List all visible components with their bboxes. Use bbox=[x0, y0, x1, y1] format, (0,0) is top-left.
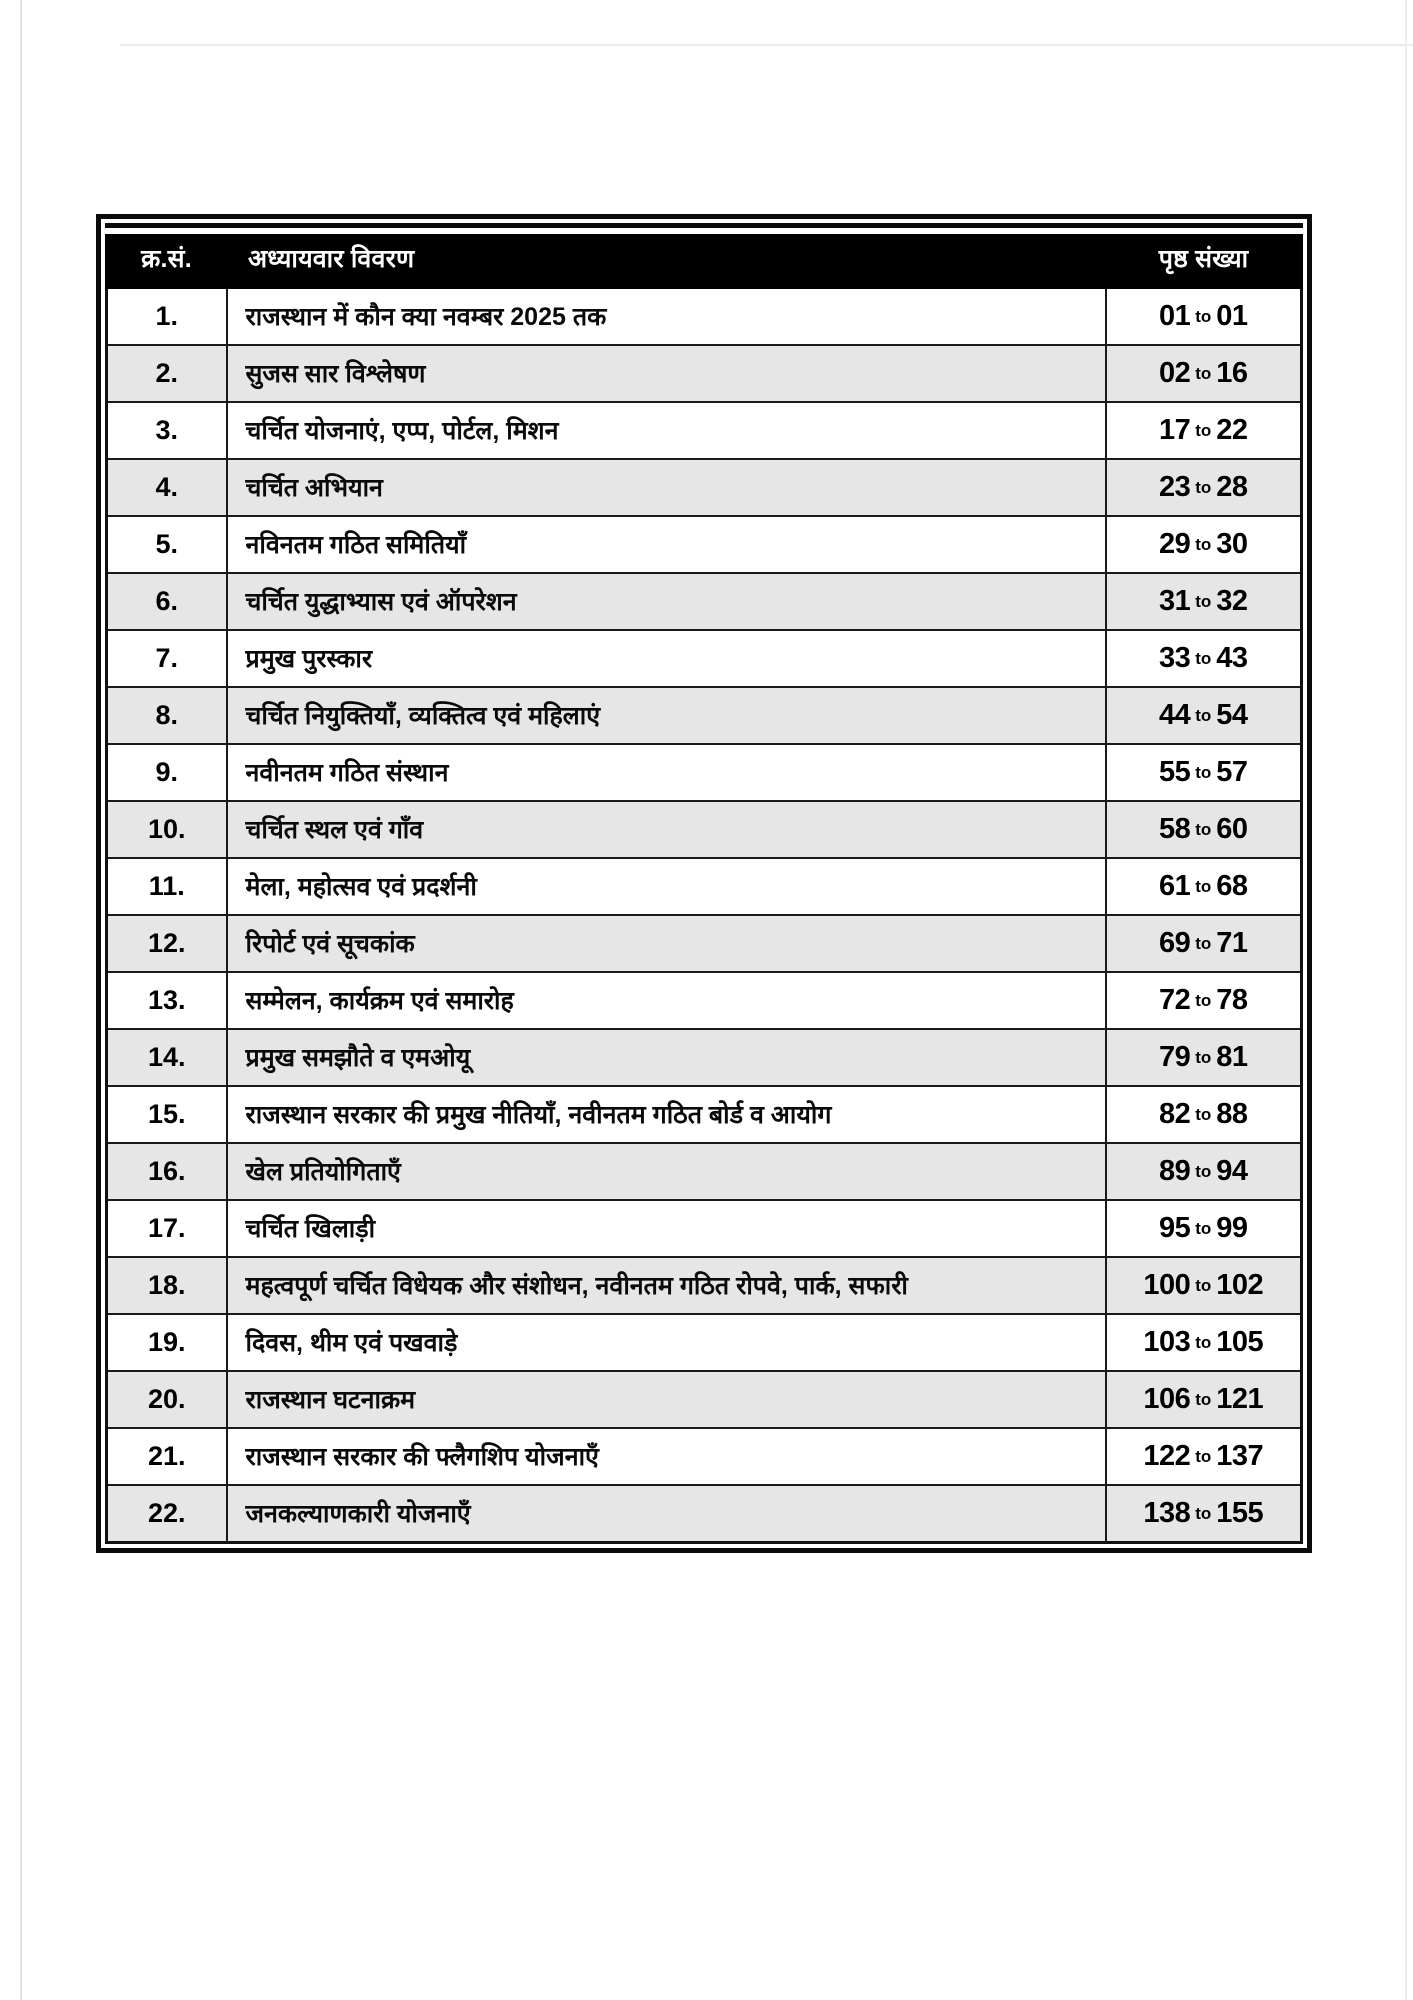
cell-page-range bbox=[1106, 1029, 1302, 1086]
cell-chapter-description: सुजस सार विश्लेषण bbox=[227, 345, 1106, 402]
table-row bbox=[107, 1485, 1302, 1543]
cell-chapter-description: दिवस, थीम एवं पखवाड़े bbox=[227, 1314, 1106, 1371]
cell-serial-number: 4. bbox=[107, 459, 227, 516]
cell-chapter-description: रिपोर्ट एवं सूचकांक bbox=[227, 915, 1106, 972]
cell-serial-number: 1. bbox=[107, 287, 227, 345]
cell-chapter-description: नविनतम गठित समितियाँ bbox=[227, 516, 1106, 573]
page-range-from: 31 bbox=[1158, 584, 1191, 617]
column-header-pages: पृष्ठ संख्या bbox=[1106, 236, 1302, 288]
page-edge-left bbox=[20, 0, 22, 2000]
page-range-from: 82 bbox=[1158, 1097, 1191, 1130]
page-range-to: 22 bbox=[1216, 413, 1248, 446]
cell-chapter-description: चर्चित खिलाड़ी bbox=[227, 1200, 1106, 1257]
page-range-to: 60 bbox=[1216, 812, 1248, 845]
page-range-to: 57 bbox=[1216, 755, 1248, 788]
page-range-separator: to bbox=[1195, 591, 1212, 611]
cell-chapter-description: मेला, महोत्सव एवं प्रदर्शनी bbox=[227, 858, 1106, 915]
cell-page-range bbox=[1106, 1143, 1302, 1200]
page-range-to: 54 bbox=[1216, 698, 1248, 731]
cell-chapter-description: चर्चित युद्धाभ्यास एवं ऑपरेशन bbox=[227, 573, 1106, 630]
page-range-to: 94 bbox=[1216, 1154, 1248, 1187]
cell-serial-number: 12. bbox=[107, 915, 227, 972]
page-range-to: 68 bbox=[1216, 869, 1248, 902]
page-range-to: 102 bbox=[1216, 1268, 1264, 1301]
table-row bbox=[107, 402, 1302, 459]
page-range-separator: to bbox=[1195, 1503, 1212, 1523]
table-row bbox=[107, 287, 1302, 345]
table-of-contents-inner-frame bbox=[105, 223, 1303, 1544]
column-header-serial: क्र.सं. bbox=[107, 236, 227, 288]
page-range-separator: to bbox=[1195, 1104, 1212, 1124]
page-range-to: 137 bbox=[1216, 1439, 1264, 1472]
cell-page-range bbox=[1106, 287, 1302, 345]
page-range-separator: to bbox=[1195, 648, 1212, 668]
cell-page-range bbox=[1106, 744, 1302, 801]
page-range-from: 23 bbox=[1158, 470, 1191, 503]
cell-chapter-description: जनकल्याणकारी योजनाएँ bbox=[227, 1485, 1106, 1543]
cell-chapter-description: खेल प्रतियोगिताएँ bbox=[227, 1143, 1106, 1200]
page-range-separator: to bbox=[1195, 363, 1212, 383]
page-range-separator: to bbox=[1195, 1047, 1212, 1067]
page-range-from: 95 bbox=[1158, 1211, 1191, 1244]
cell-serial-number: 17. bbox=[107, 1200, 227, 1257]
cell-chapter-description: प्रमुख समझौते व एमओयू bbox=[227, 1029, 1106, 1086]
cell-serial-number: 10. bbox=[107, 801, 227, 858]
page-range-from: 02 bbox=[1158, 356, 1191, 389]
cell-serial-number: 14. bbox=[107, 1029, 227, 1086]
page-range-separator: to bbox=[1195, 876, 1212, 896]
table-row bbox=[107, 1029, 1302, 1086]
page-range-from: 106 bbox=[1143, 1382, 1191, 1415]
table-header-row bbox=[107, 236, 1302, 288]
cell-page-range bbox=[1106, 1257, 1302, 1314]
cell-page-range bbox=[1106, 345, 1302, 402]
table-row bbox=[107, 516, 1302, 573]
page-range-from: 01 bbox=[1158, 299, 1191, 332]
cell-serial-number: 16. bbox=[107, 1143, 227, 1200]
cell-page-range bbox=[1106, 1428, 1302, 1485]
table-row bbox=[107, 858, 1302, 915]
cell-chapter-description: चर्चित अभियान bbox=[227, 459, 1106, 516]
table-row bbox=[107, 1371, 1302, 1428]
page-range-separator: to bbox=[1195, 420, 1212, 440]
cell-serial-number: 9. bbox=[107, 744, 227, 801]
page-range-from: 138 bbox=[1143, 1496, 1191, 1529]
cell-chapter-description: सम्मेलन, कार्यक्रम एवं समारोह bbox=[227, 972, 1106, 1029]
page-range-to: 78 bbox=[1216, 983, 1248, 1016]
page-range-from: 122 bbox=[1143, 1439, 1191, 1472]
cell-serial-number: 8. bbox=[107, 687, 227, 744]
cell-chapter-description: चर्चित स्थल एवं गाँव bbox=[227, 801, 1106, 858]
table-row bbox=[107, 345, 1302, 402]
cell-serial-number: 19. bbox=[107, 1314, 227, 1371]
page-range-from: 72 bbox=[1158, 983, 1191, 1016]
cell-chapter-description: राजस्थान सरकार की फ्लैगशिप योजनाएँ bbox=[227, 1428, 1106, 1485]
page-range-from: 33 bbox=[1158, 641, 1191, 674]
table-row bbox=[107, 972, 1302, 1029]
table-row bbox=[107, 1143, 1302, 1200]
page-range-separator: to bbox=[1195, 819, 1212, 839]
page-range-from: 58 bbox=[1158, 812, 1191, 845]
page-range-to: 43 bbox=[1216, 641, 1248, 674]
cell-serial-number: 3. bbox=[107, 402, 227, 459]
cell-page-range bbox=[1106, 402, 1302, 459]
page-range-to: 99 bbox=[1216, 1211, 1248, 1244]
page-range-from: 89 bbox=[1158, 1154, 1191, 1187]
page-edge-right bbox=[1405, 0, 1407, 2000]
page-range-from: 69 bbox=[1158, 926, 1191, 959]
cell-page-range bbox=[1106, 915, 1302, 972]
cell-serial-number: 21. bbox=[107, 1428, 227, 1485]
cell-serial-number: 5. bbox=[107, 516, 227, 573]
page-range-separator: to bbox=[1195, 1389, 1212, 1409]
table-of-contents-frame bbox=[96, 214, 1312, 1553]
page-range-to: 16 bbox=[1216, 356, 1248, 389]
page-range-from: 79 bbox=[1158, 1040, 1191, 1073]
cell-chapter-description: चर्चित योजनाएं, एप्प, पोर्टल, मिशन bbox=[227, 402, 1106, 459]
cell-serial-number: 6. bbox=[107, 573, 227, 630]
cell-page-range bbox=[1106, 858, 1302, 915]
page-range-to: 32 bbox=[1216, 584, 1248, 617]
page-range-separator: to bbox=[1195, 1218, 1212, 1238]
cell-serial-number: 11. bbox=[107, 858, 227, 915]
table-row bbox=[107, 1200, 1302, 1257]
cell-serial-number: 18. bbox=[107, 1257, 227, 1314]
page-range-from: 44 bbox=[1158, 698, 1191, 731]
page-range-from: 61 bbox=[1158, 869, 1191, 902]
table-header bbox=[107, 236, 1302, 288]
page-range-to: 81 bbox=[1216, 1040, 1248, 1073]
cell-page-range bbox=[1106, 1086, 1302, 1143]
cell-page-range bbox=[1106, 1200, 1302, 1257]
cell-page-range bbox=[1106, 459, 1302, 516]
page-range-to: 71 bbox=[1216, 926, 1248, 959]
page-range-separator: to bbox=[1195, 933, 1212, 953]
table-row bbox=[107, 459, 1302, 516]
table-row bbox=[107, 1086, 1302, 1143]
table-row bbox=[107, 1428, 1302, 1485]
page-range-separator: to bbox=[1195, 1446, 1212, 1466]
table-row bbox=[107, 630, 1302, 687]
cell-serial-number: 13. bbox=[107, 972, 227, 1029]
page-range-to: 88 bbox=[1216, 1097, 1248, 1130]
page-range-separator: to bbox=[1195, 705, 1212, 725]
page-range-to: 155 bbox=[1216, 1496, 1264, 1529]
table-of-contents bbox=[105, 234, 1303, 1544]
cell-serial-number: 2. bbox=[107, 345, 227, 402]
page-range-separator: to bbox=[1195, 306, 1212, 326]
page-range-from: 29 bbox=[1158, 527, 1191, 560]
page-range-to: 105 bbox=[1216, 1325, 1264, 1358]
page-range-separator: to bbox=[1195, 1161, 1212, 1181]
cell-chapter-description: महत्वपूर्ण चर्चित विधेयक और संशोधन, नवीनतम गठित रोपवे, पार्क, सफारी bbox=[227, 1257, 1106, 1314]
cell-chapter-description: राजस्थान घटनाक्रम bbox=[227, 1371, 1106, 1428]
page-range-to: 01 bbox=[1216, 299, 1248, 332]
table-row bbox=[107, 1257, 1302, 1314]
page-range-from: 103 bbox=[1143, 1325, 1191, 1358]
cell-serial-number: 20. bbox=[107, 1371, 227, 1428]
cell-page-range bbox=[1106, 1485, 1302, 1543]
page-range-to: 30 bbox=[1216, 527, 1248, 560]
cell-page-range bbox=[1106, 1314, 1302, 1371]
cell-page-range bbox=[1106, 573, 1302, 630]
page-range-separator: to bbox=[1195, 762, 1212, 782]
cell-chapter-description: नवीनतम गठित संस्थान bbox=[227, 744, 1106, 801]
page-range-separator: to bbox=[1195, 990, 1212, 1010]
table-body bbox=[107, 287, 1302, 1542]
table-row bbox=[107, 744, 1302, 801]
table-row bbox=[107, 1314, 1302, 1371]
cell-chapter-description: प्रमुख पुरस्कार bbox=[227, 630, 1106, 687]
table-row bbox=[107, 801, 1302, 858]
page-edge-top bbox=[120, 44, 1413, 46]
cell-serial-number: 22. bbox=[107, 1485, 227, 1543]
cell-page-range bbox=[1106, 972, 1302, 1029]
cell-page-range bbox=[1106, 630, 1302, 687]
cell-chapter-description: राजस्थान सरकार की प्रमुख नीतियाँ, नवीनतम गठित बोर्ड व आयोग bbox=[227, 1086, 1106, 1143]
page-range-from: 100 bbox=[1143, 1268, 1191, 1301]
table-row bbox=[107, 687, 1302, 744]
page-range-to: 121 bbox=[1216, 1382, 1264, 1415]
cell-chapter-description: चर्चित नियुक्तियाँ, व्यक्तित्व एवं महिलाएं bbox=[227, 687, 1106, 744]
cell-chapter-description: राजस्थान में कौन क्या नवम्बर 2025 तक bbox=[227, 287, 1106, 345]
column-header-description: अध्यायवार विवरण bbox=[227, 236, 1106, 288]
cell-serial-number: 15. bbox=[107, 1086, 227, 1143]
page-range-to: 28 bbox=[1216, 470, 1248, 503]
cell-page-range bbox=[1106, 1371, 1302, 1428]
page-range-separator: to bbox=[1195, 1332, 1212, 1352]
cell-page-range bbox=[1106, 687, 1302, 744]
page-range-from: 55 bbox=[1158, 755, 1191, 788]
page-range-separator: to bbox=[1195, 534, 1212, 554]
table-row bbox=[107, 573, 1302, 630]
table-row bbox=[107, 915, 1302, 972]
cell-serial-number: 7. bbox=[107, 630, 227, 687]
cell-page-range bbox=[1106, 801, 1302, 858]
page-range-separator: to bbox=[1195, 477, 1212, 497]
page-range-separator: to bbox=[1195, 1275, 1212, 1295]
page-range-from: 17 bbox=[1158, 413, 1191, 446]
cell-page-range bbox=[1106, 516, 1302, 573]
